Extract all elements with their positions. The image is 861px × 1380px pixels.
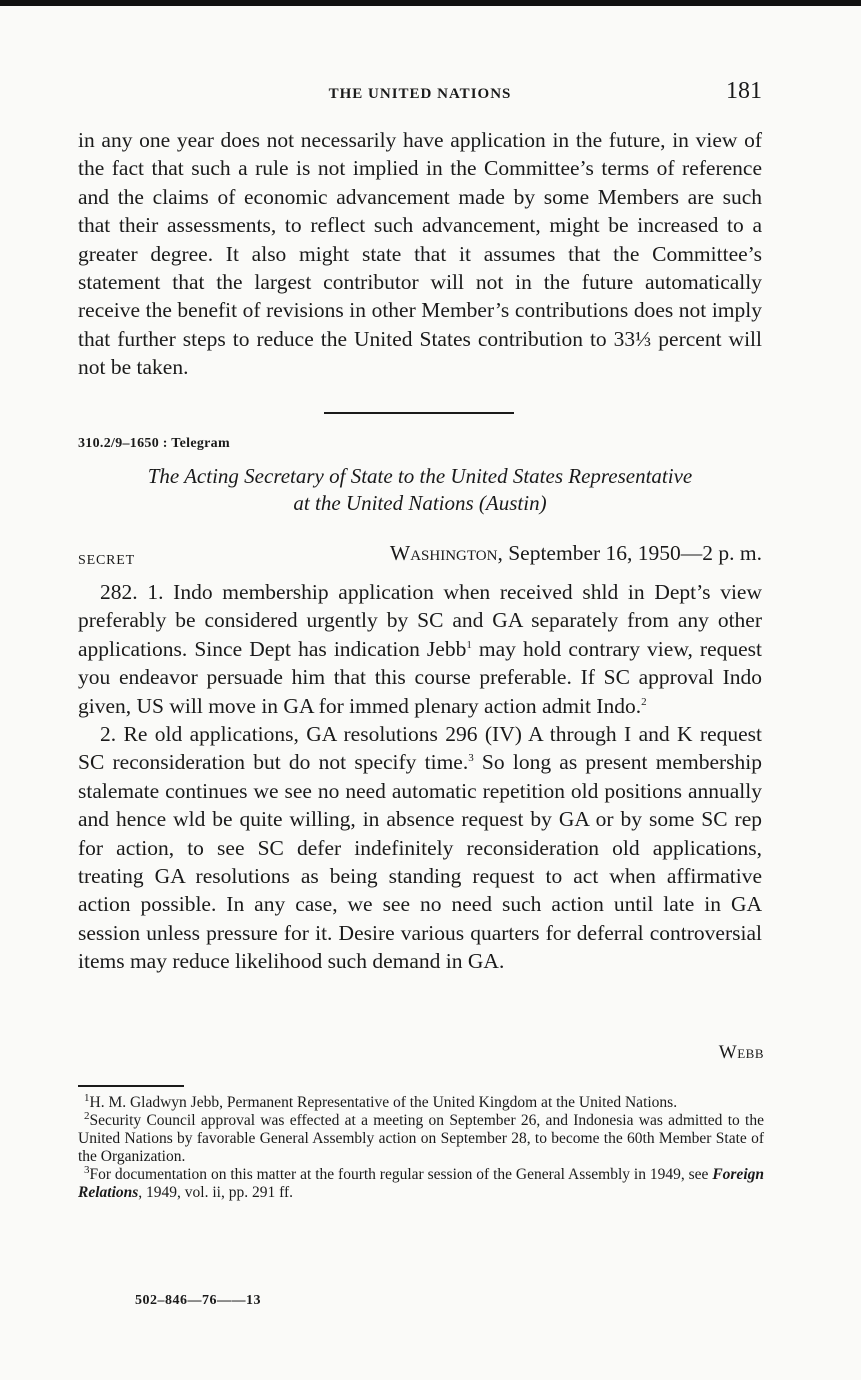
footnote-3-text-after: , 1949, vol. ii, pp. 291 ff. — [138, 1184, 294, 1201]
section-separator — [324, 412, 514, 414]
page-number: 181 — [726, 78, 762, 104]
telegram-body — [78, 578, 762, 976]
top-edge-rule — [0, 0, 861, 6]
footnote-1-text: H. M. Gladwyn Jebb, Permanent Representative of the United Kingdom at the United Nations. — [89, 1094, 678, 1111]
paragraph-1-text-b: may hold contrary view, request you endeavor persuade him that this course preferable. If SC approval Indo given, US will move in GA for immed plenary action admit Indo. — [78, 636, 762, 718]
footnote-2-marker: 2 — [84, 1109, 90, 1122]
running-head — [78, 78, 762, 110]
paragraph-2-text-b: So long as present membership stalemate continues we see no need automatic repetition old positions annually and hence wld be quite willing, in absence request by GA or by some SC rep for action, to see SC defer indefinitely reconsideration old applications, treating GA resolutions as being standing request to act when affirmative action possible. In any case, we see no need such action until late in GA session unless pressure for it. Desire various quarters for deferral controversial items may reduce likelihood such demand in GA. — [78, 750, 762, 974]
document-heading — [78, 463, 762, 517]
footnote-3-italic-title: Foreign Relations — [78, 1166, 764, 1201]
printer-code: 502–846—76——13 — [135, 1293, 261, 1308]
telegram-paragraph-2 — [78, 720, 762, 976]
footnote-3-text-before: For documentation on this matter at the fourth regular session of the General Assembly in 1949, see — [89, 1166, 713, 1183]
footnote-2 — [78, 1109, 764, 1166]
footnote-ref-1: 1 — [466, 638, 472, 651]
carryover-paragraph-block — [78, 126, 762, 382]
file-reference: 310.2/9–1650 : Telegram — [78, 436, 230, 451]
footnote-1 — [78, 1091, 764, 1112]
dateline-place: Washington — [389, 541, 498, 565]
heading-line-1: The Acting Secretary of State to the United States Representative — [147, 464, 693, 488]
footnote-1-marker: 1 — [84, 1091, 90, 1104]
footnote-2-text: Security Council approval was effected at a meeting on September 26, and Indonesia was admitted to the United Nations by favorable General Assembly action on September 28, to become the 60th Member State of the Organization. — [78, 1112, 764, 1165]
carryover-paragraph: in any one year does not necessarily have application in the future, in view of the fact that such a rule is not implied in the Committee’s terms of reference and the claims of economic advancement made by some Members are such that their assessments, to reflect such advancement, might be increased to a greater degree. It also might state that it assumes that the Committee’s statement that the largest contributor will not in the future automatically receive the benefit of revisions in other Member’s contributions does not imply that further steps to reduce the United States contribution to 33⅓ percent will not be taken. — [78, 128, 762, 380]
telegram-paragraph-1 — [78, 578, 762, 720]
footnote-ref-2: 2 — [641, 695, 647, 708]
classification-label: SECRET — [78, 553, 135, 568]
paragraph-2-text-a: 2. Re old applications, GA resolutions 296 (IV) A through I and K request SC reconsideration but do not specify time. — [78, 722, 762, 775]
footnote-3-marker: 3 — [84, 1163, 90, 1176]
footnote-rule — [78, 1085, 184, 1087]
heading-line-2: at the United Nations (Austin) — [293, 491, 547, 515]
signature: Webb — [718, 1042, 764, 1063]
paragraph-1-text-a: 282. 1. Indo membership application when received shld in Dept’s view preferably be considered urgently by SC and GA separately from any other applications. Since Dept has indication Jebb — [78, 580, 762, 661]
footnote-ref-3: 3 — [468, 752, 474, 765]
footnotes — [78, 1091, 764, 1202]
footnote-3 — [78, 1163, 764, 1202]
running-title: THE UNITED NATIONS — [328, 86, 512, 102]
dateline — [390, 541, 762, 566]
dateline-date: , September 16, 1950—2 p. m. — [497, 541, 762, 565]
